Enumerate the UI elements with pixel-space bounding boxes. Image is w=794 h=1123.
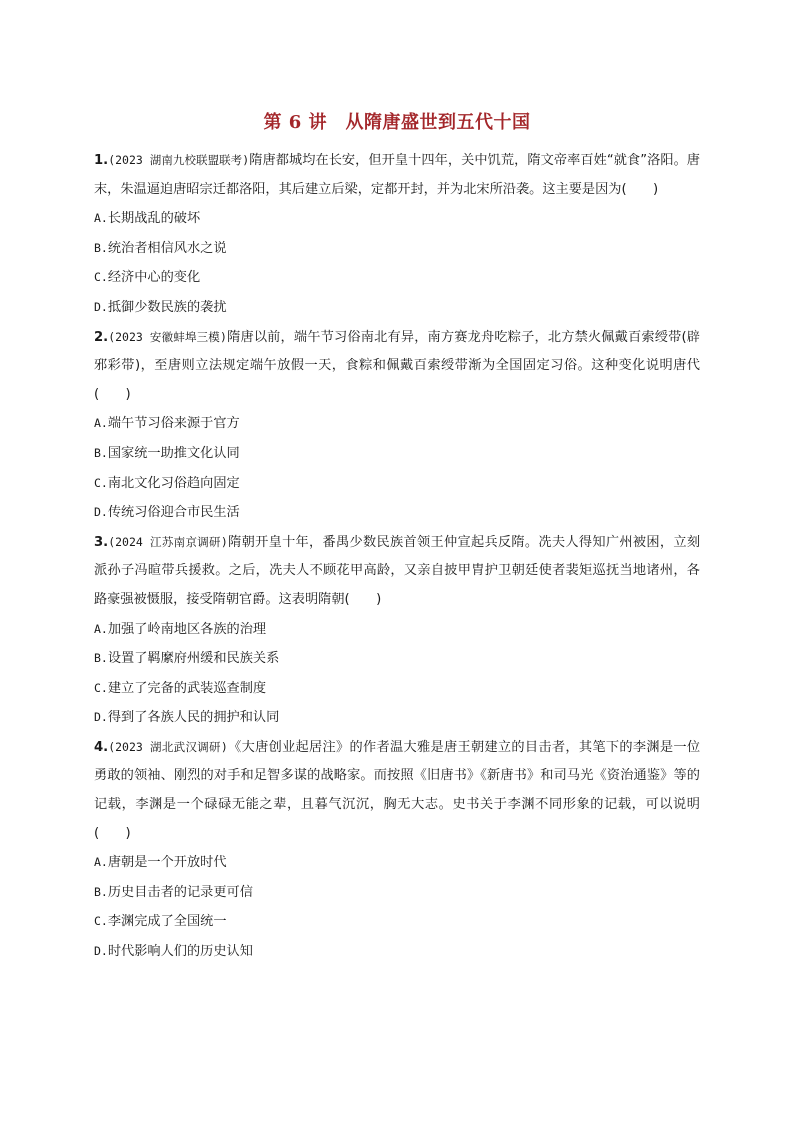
option-key: B.	[94, 651, 108, 666]
option-text: 建立了完备的武装巡查制度	[107, 680, 267, 696]
question-number: 2.	[94, 329, 109, 345]
question-2	[94, 323, 700, 528]
question-text: 隋唐都城均在长安，但开皇十四年，关中饥荒，隋文帝率百姓“就食”洛阳。唐末，朱温逼迫唐昭宗迁都洛阳，其后建立后梁，定都开封，并为北宋所沿袭。这主要是因为( )	[94, 153, 700, 197]
option-key: A.	[94, 855, 108, 870]
option-text: 历史目击者的记录更可信	[107, 884, 253, 900]
question-number: 4.	[94, 739, 109, 755]
option-text: 设置了羁縻府州缓和民族关系	[107, 651, 280, 667]
question-source: (2023 湖北武汉调研)	[108, 739, 228, 754]
question-source: (2024 江苏南京调研)	[108, 534, 228, 549]
option-key: A.	[94, 211, 108, 226]
option-text: 传统习俗迎合市民生活	[107, 505, 240, 521]
option-b	[94, 878, 700, 908]
option-key: D.	[94, 944, 108, 959]
option-a	[94, 204, 700, 234]
option-key: B.	[94, 445, 108, 460]
option-text: 长期战乱的破坏	[107, 211, 201, 227]
option-key: D.	[94, 505, 108, 520]
option-d	[94, 703, 700, 733]
option-text: 国家统一助推文化认同	[107, 445, 240, 461]
option-c	[94, 263, 700, 293]
option-text: 经济中心的变化	[107, 270, 201, 286]
option-c	[94, 907, 700, 937]
question-number: 1.	[94, 153, 109, 168]
option-a	[94, 409, 700, 439]
question-source: (2023 湖南九校联盟联考)	[108, 153, 250, 167]
option-a	[94, 848, 700, 878]
option-key: C.	[94, 680, 108, 695]
question-text: 隋朝开皇十年，番禺少数民族首领王仲宣起兵反隋。冼夫人得知广州被困，立刻派孙子冯暄带兵援救。之后，冼夫人不顾花甲高龄，又亲自披甲胄护卫朝廷使者裴矩巡抚当地诸州，各路豪强被慑服，接受隋朝官爵。这表明隋朝( )	[94, 534, 701, 607]
option-text: 抵御少数民族的袭扰	[107, 299, 227, 315]
option-key: A.	[94, 621, 108, 636]
question-source: (2023 安徽蚌埠三模)	[108, 329, 227, 344]
option-text: 得到了各族人民的拥护和认同	[107, 710, 280, 726]
option-d	[94, 937, 700, 967]
option-c	[94, 674, 700, 704]
question-number: 3.	[94, 534, 109, 550]
question-text: 隋唐以前，端午节习俗南北有异，南方赛龙舟吃粽子，北方禁火佩戴百索绶带(辟邪彩带)，至唐则立法规定端午放假一天，食粽和佩戴百索绶带渐为全国固定习俗。这种变化说明唐代( )	[94, 329, 700, 402]
option-key: B.	[94, 884, 108, 899]
question-list	[94, 146, 700, 967]
option-key: D.	[94, 710, 108, 725]
page-title: 第 6 讲 从隋唐盛世到五代十国	[263, 112, 531, 133]
option-text: 南北文化习俗趋向固定	[107, 475, 240, 491]
option-b	[94, 234, 700, 264]
question-3	[94, 528, 700, 733]
question-4	[94, 733, 700, 967]
option-key: C.	[94, 914, 108, 929]
option-key: B.	[94, 240, 108, 255]
option-key: C.	[94, 475, 108, 490]
option-key: A.	[94, 416, 108, 431]
option-b	[94, 439, 700, 469]
option-text: 李渊完成了全国统一	[107, 914, 227, 930]
question-text: 《大唐创业起居注》的作者温大雅是唐王朝建立的目击者，其笔下的李渊是一位勇敢的领袖、刚烈的对手和足智多谋的战略家。而按照《旧唐书》《新唐书》和司马光《资治通鉴》等的记载，李渊是一个碌碌无能之辈，且暮气沉沉，胸无大志。史书关于李渊不同形象的记载，可以说明( )	[94, 739, 701, 841]
option-d	[94, 293, 700, 323]
option-text: 加强了岭南地区各族的治理	[107, 621, 267, 637]
option-text: 时代影响人们的历史认知	[107, 944, 253, 960]
option-d	[94, 498, 700, 528]
option-text: 端午节习俗来源于官方	[107, 416, 240, 432]
question-1	[94, 146, 700, 323]
question-stem	[94, 528, 700, 615]
option-a	[94, 615, 700, 645]
question-stem	[94, 733, 700, 848]
option-text: 统治者相信风水之说	[107, 240, 227, 256]
question-stem	[94, 323, 700, 410]
option-key: C.	[94, 270, 108, 285]
option-b	[94, 644, 700, 674]
option-c	[94, 469, 700, 499]
option-key: D.	[94, 299, 108, 314]
option-text: 唐朝是一个开放时代	[107, 855, 227, 871]
question-stem	[94, 146, 700, 204]
